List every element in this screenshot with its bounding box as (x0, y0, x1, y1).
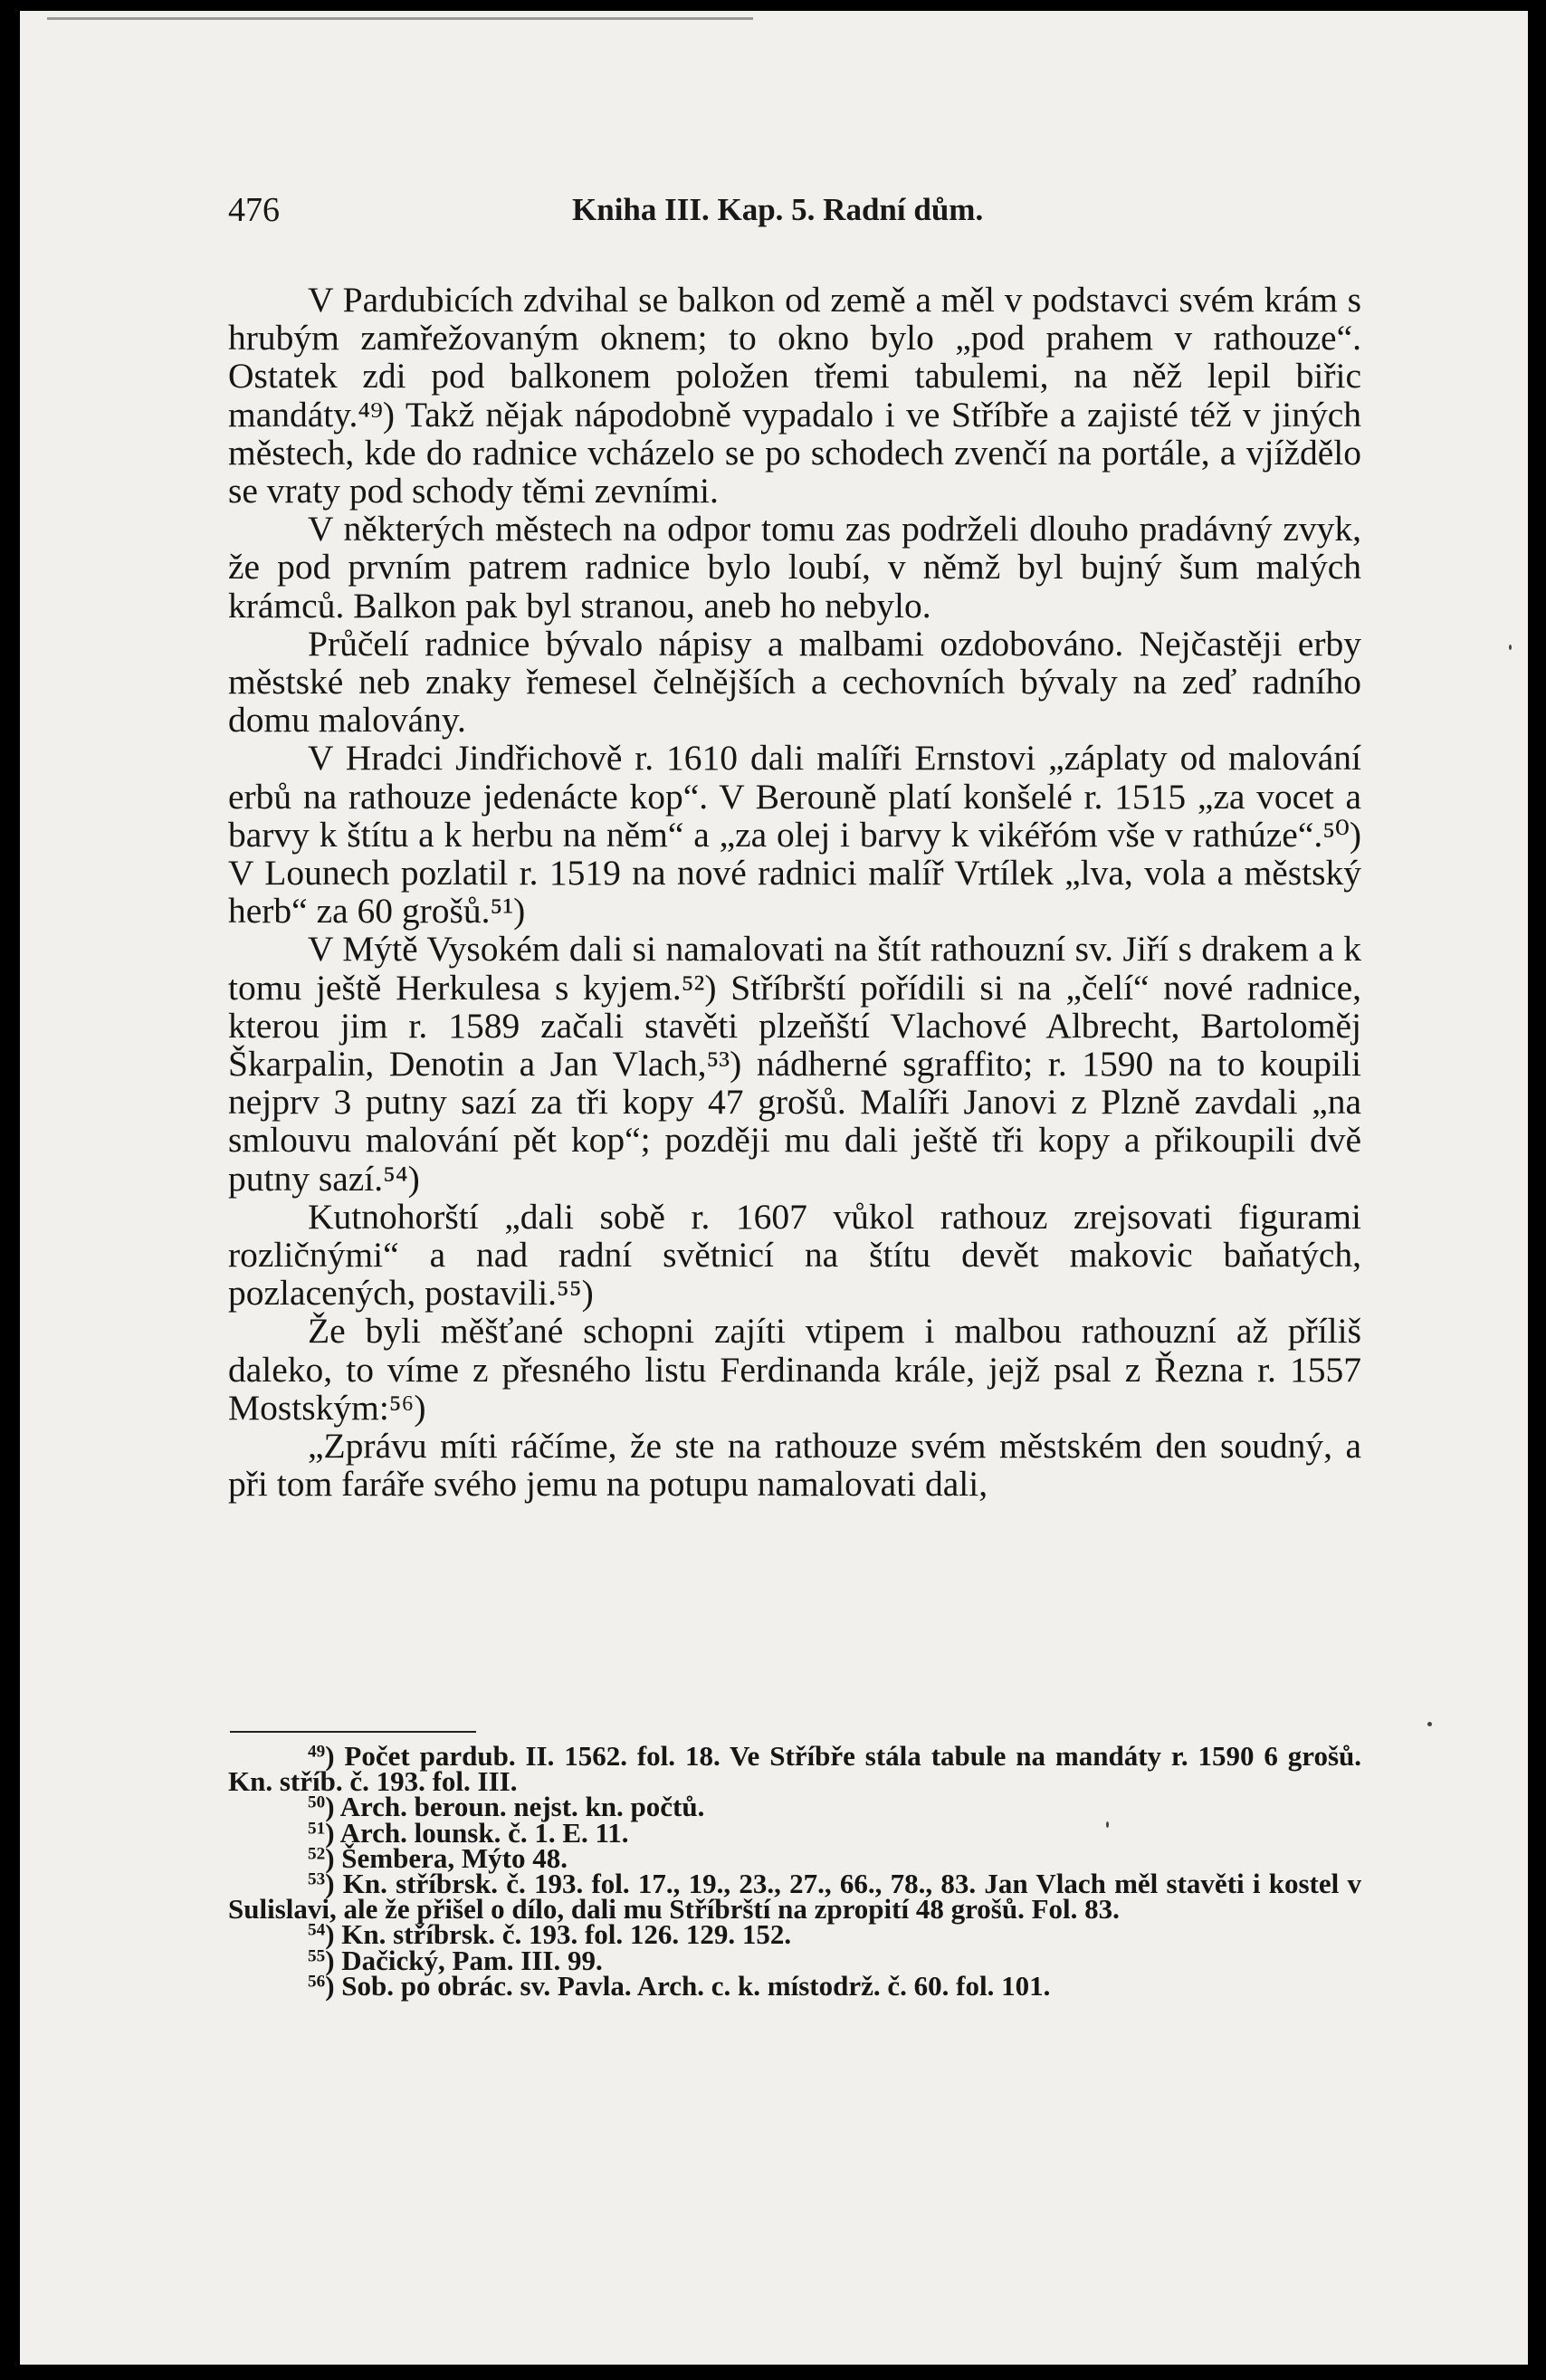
footnote-text: Arch. beroun. nejst. kn. počtů. (339, 1791, 705, 1823)
footnote-mark: 56 (308, 1972, 326, 1992)
paragraph-2: V některých městech na odpor tomu zas podrželi dlouho pradávný zvyk, že pod prvním patrem radnice bylo loubí, v němž byl bujný šum malých krámců. Balkon pak byl stranou, aneb ho nebylo. (228, 509, 1361, 626)
running-title: Kniha III. Kap. 5. Radní dům. (572, 192, 984, 227)
scan-speck (1427, 1722, 1432, 1726)
footnote-text: Sob. po obrác. sv. Pavla. Arch. c. k. místodrž. č. 60. fol. 101. (341, 1969, 1051, 2002)
footnote-mark: 49 (308, 1742, 326, 1762)
book-page (20, 11, 1528, 2365)
footnote-text: Kn. stříbrsk. č. 193. fol. 126. 129. 152. (341, 1918, 792, 1951)
paragraph-4: V Hradci Jindřichově r. 1610 dali malíři Ernstovi „záplaty od malování erbů na rathouze jedenácte kop“. V Berouně platí konšelé r. 1515 „za vocet a barvy k štítu a k herbu na něm“ a „za olej i barvy k vikéřóm vše v rathúze“.⁵⁰) V Lounech pozlatil r. 1519 na nové radnici malíř Vrtílek „lva, vola a městský herb“ za 60 grošů.⁵¹) (228, 738, 1361, 932)
page-number: 476 (228, 191, 280, 229)
paragraph-7: Že byli měšťané schopni zajíti vtipem i malbou rathouzní až příliš daleko, to víme z přesného listu Ferdinanda krále, jejž psal z Řezna r. 1557 Mostským:⁵⁶) (228, 1311, 1361, 1428)
paragraph-8: „Zprávu míti ráčíme, že ste na rathouze svém městském den soudný, a při tom faráře svého jemu na potupu namalovati dali, (228, 1426, 1361, 1505)
scan-edge-line (47, 17, 753, 20)
footnote-mark: 50 (308, 1792, 326, 1812)
footnote-mark: 55 (308, 1946, 326, 1966)
paragraph-3: Průčelí radnice bývalo nápisy a malbami ozdobováno. Nejčastěji erby městské neb znaky řemesel čelnějších a cechovních bývaly na zeď radního domu malovány. (228, 623, 1361, 741)
footnote-53: $^{53}$) Kn. stříbrsk. č. 193. fol. 17., 19., 23., 27., 66., 78., 83. Jan Vlach měl stavěti i kostel v Sulislavi, ale že přišel o dílo, dali mu Stříbrští na zpropití 48 grošů. Fol. 83. (228, 1868, 1361, 1926)
footnote-mark: 53 (308, 1869, 326, 1889)
footnote-mark: 52 (308, 1844, 326, 1864)
footnote-52: $^{52}$) Šembera, Mýto 48. (308, 1841, 568, 1874)
paragraph-5: V Mýtě Vysokém dali si namalovati na štít rathouzní sv. Jiří s drakem a k tomu ještě Herkulesa s kyjem.⁵²) Stříbrští pořídili si na „čelí“ nové radnice, kterou jim r. 1589 začali stavěti plzeňští Vlachové Albrecht, Bartoloměj Škarpalin, Denotin a Jan Vlach,⁵³) nádherné sgraffito; r. 1590 na to koupili nejprv 3 putny sazí za tři kopy 47 grošů. Malíři Janovi z Plzně zavdali „na smlouvu malování pět kop“; později mu dali ještě tři kopy a přikoupili dvě putny sazí.⁵⁴) (228, 929, 1361, 1199)
footnote-51: $^{51}$) Arch. lounsk. č. 1. E. 11. (308, 1816, 629, 1849)
footnotes (228, 1740, 1361, 2002)
scan-speck (1106, 1821, 1109, 1828)
footnote-text: Arch. lounsk. č. 1. E. 11. (339, 1816, 629, 1849)
paragraph-1: V Pardubicích zdvihal se balkon od země a měl v podstavci svém krám s hrubým zamřežovaným oknem; to okno bylo „pod prahem v rathouze“. Ostatek zdi pod balkonem položen třemi tabulemi, na něž lepil biřic mandáty.⁴⁹) Takž nějak nápodobně vypadalo i ve Stříbře a zajisté též v jiných městech, kde do radnice vcházelo se po schodech zvenčí na portále, a vjíždělo se vraty pod schody těmi zevními. (228, 280, 1361, 511)
footnote-50: $^{50}$) Arch. beroun. nejst. kn. počtů. (308, 1791, 705, 1823)
footnote-mark: 51 (308, 1819, 326, 1838)
main-text (228, 281, 1361, 1504)
footnote-text: Kn. stříbrsk. č. 193. fol. 17., 19., 23., 27., 66., 78., 83. Jan Vlach měl stavěti i kostel v Sulislavi, ale že přišel o dílo, dali mu Stříbrští na zpropití 48 grošů. Fol. 83. (228, 1868, 1361, 1926)
running-header (228, 190, 1361, 232)
footnote-49: $^{49}$) Počet pardub. II. 1562. fol. 18. Ve Stříbře stála tabule na mandáty r. 1590 6 grošů. Kn. stříb. č. 193. fol. III. (228, 1740, 1361, 1798)
footnote-55: $^{55}$) Dačický, Pam. III. 99. (308, 1944, 603, 1976)
footnote-text: Počet pardub. II. 1562. fol. 18. Ve Stříbře stála tabule na mandáty r. 1590 6 grošů. Kn. stříb. č. 193. fol. III. (228, 1740, 1361, 1798)
footnote-separator (230, 1731, 476, 1733)
footnote-56: $^{56}$) Sob. po obrác. sv. Pavla. Arch. c. k. místodrž. č. 60. fol. 101. (308, 1969, 1051, 2002)
footnote-54: $^{54}$) Kn. stříbrsk. č. 193. fol. 126. 129. 152. (308, 1918, 792, 1951)
footnote-text: Dačický, Pam. III. 99. (341, 1944, 603, 1976)
footnote-text: Šembera, Mýto 48. (341, 1841, 568, 1874)
scan-speck (1509, 645, 1512, 650)
paragraph-6: Kutnohorští „dali sobě r. 1607 vůkol rathouz zrejsovati figurami rozličnými“ a nad radní světnicí na štítu devět makovic baňatých, pozlacených, postavili.⁵⁵) (228, 1196, 1361, 1314)
footnote-mark: 54 (308, 1920, 326, 1940)
